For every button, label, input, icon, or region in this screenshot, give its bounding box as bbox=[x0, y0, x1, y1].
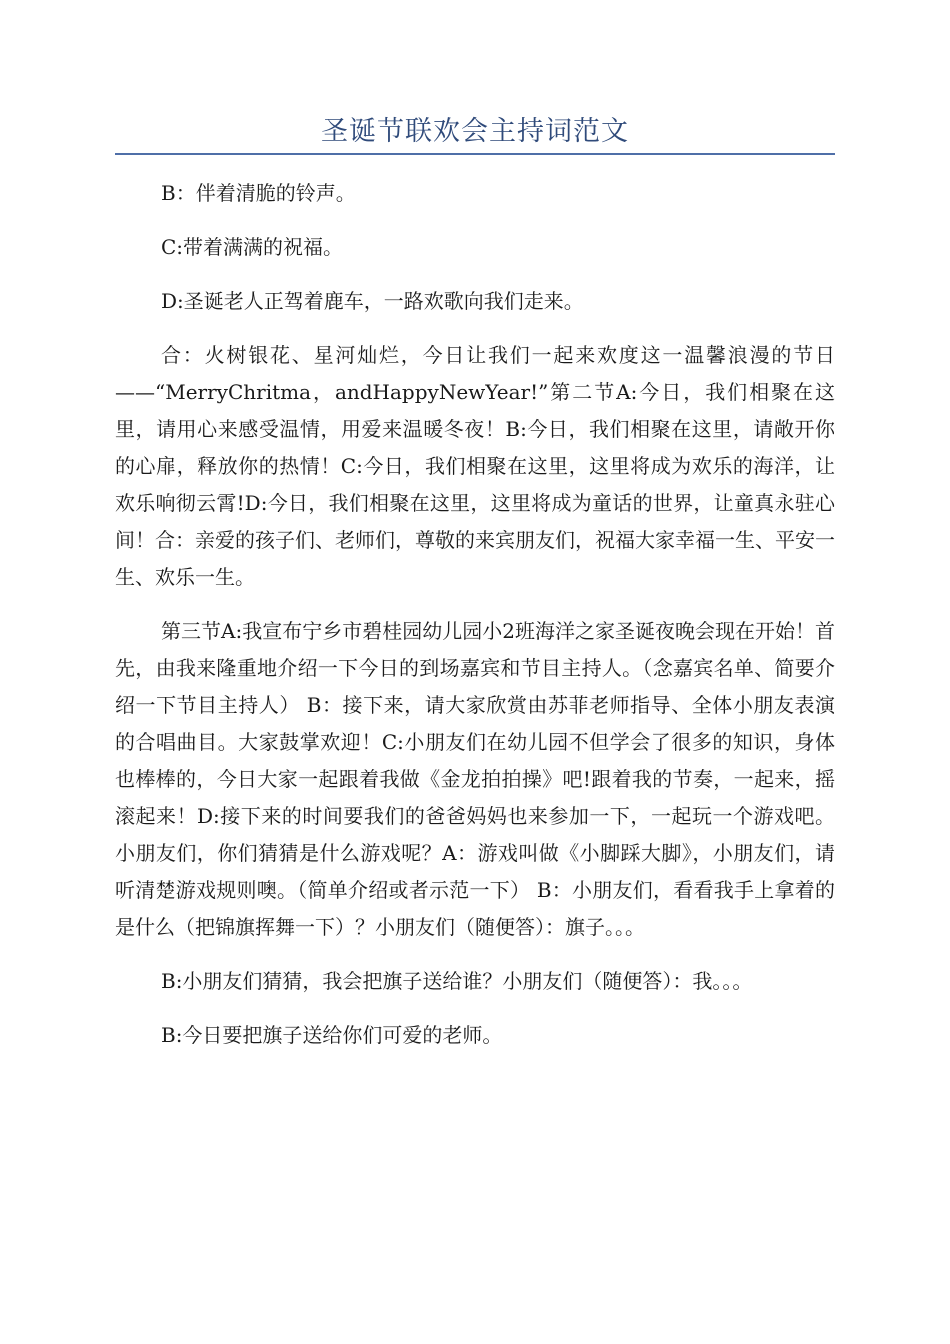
paragraph-section-three: 第三节A:我宣布宁乡市碧桂园幼儿园小2班海洋之家圣诞夜晚会现在开始！首先，由我来隆重地介绍一下今日的到场嘉宾和节目主持人。（念嘉宾名单、简要介绍一下节目主持人） B：接下来，请大家欣赏由苏菲老师指导、全体小朋友表演的合唱曲目。大家鼓掌欢迎！C:小朋友们在幼儿园不但学会了很多的知识，身体也棒棒的，今日大家一起跟着我做《金龙拍拍操》吧!跟着我的节奏，一起来，摇滚起来！D:接下来的时间要我们的爸爸妈妈也来参加一下，一起玩一个游戏吧。小朋友们，你们猜猜是什么游戏呢？A：游戏叫做《小脚踩大脚》，小朋友们，请听清楚游戏规则噢。（简单介绍或者示范一下） B：小朋友们，看看我手上拿着的是什么（把锦旗挥舞一下）？小朋友们（随便答）：旗子。。。 bbox=[115, 619, 835, 939]
title-underline bbox=[115, 153, 835, 155]
paragraph-flag-teacher: B:今日要把旗子送给你们可爱的老师。 bbox=[161, 1023, 503, 1047]
document-body bbox=[115, 175, 835, 1071]
paragraph-flag-guess: B:小朋友们猜猜，我会把旗子送给谁？小朋友们（随便答）：我。。。 bbox=[161, 969, 753, 993]
document-title: 圣诞节联欢会主持词范文 bbox=[321, 116, 629, 147]
paragraph-b-bells: B：伴着清脆的铃声。 bbox=[161, 181, 356, 205]
paragraph-section-two: 合：火树银花、星河灿烂，今日让我们一起来欢度这一温馨浪漫的节日——“MerryChritma，andHappyNewYear!”第二节A:今日，我们相聚在这里，请用心来感受温情，用爱来温暖冬夜！B:今日，我们相聚在这里，请敞开你的心扉，释放你的热情！C:今日，我们相聚在这里，这里将成为欢乐的海洋，让欢乐响彻云霄!D:今日，我们相聚在这里，这里将成为童话的世界，让童真永驻心间！合：亲爱的孩子们、老师们，尊敬的来宾朋友们，祝福大家幸福一生、平安一生、欢乐一生。 bbox=[115, 343, 835, 589]
paragraph-d-santa: D:圣诞老人正驾着鹿车，一路欢歌向我们走来。 bbox=[161, 289, 584, 313]
paragraph-c-blessings: C:带着满满的祝福。 bbox=[161, 235, 344, 259]
